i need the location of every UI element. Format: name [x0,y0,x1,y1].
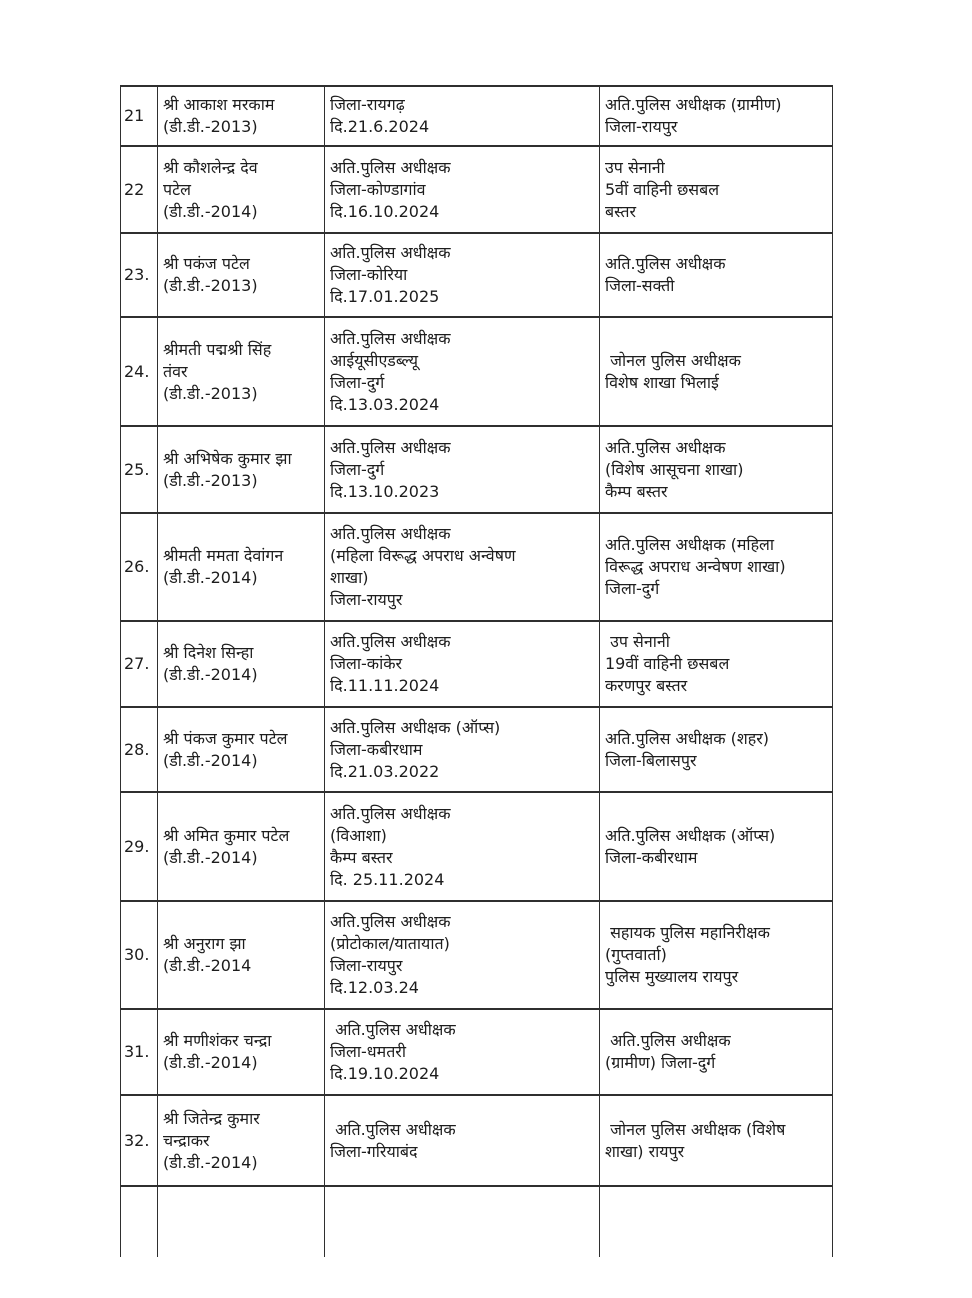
current-posting-line: दि.12.03.24 [330,978,419,997]
current-posting-line: जिला-धमतरी [330,1042,406,1061]
officer-name: श्री अमित कुमार पटेल [163,825,290,845]
batch-label: (डी.डी.-2014) [163,201,258,221]
new-posting-cell [599,87,833,145]
name-cell [157,622,324,706]
current-posting-cell [324,708,599,791]
name-cell [157,318,324,425]
new-posting-line: करणपुर बस्तर [605,676,688,695]
officer-name: श्री अनुराग झा [163,934,246,953]
serial-cell [120,793,157,900]
current-posting-line: जिला-दुर्ग [330,372,385,392]
name-cell [157,514,324,620]
new-posting-cell [599,1096,833,1185]
current-posting-line: अति.पुलिस अधीक्षक [330,437,451,457]
current-posting-cell [324,427,599,512]
new-posting-line: जिला-बिलासपुर [605,750,697,770]
table-row [120,318,833,427]
serial-cell [120,708,157,791]
table-row [120,87,833,147]
officer-name: श्री पकंज पटेल [163,254,250,273]
current-posting-line: जिला-दुर्ग [330,459,385,479]
table-row [120,622,833,708]
table-row [120,427,833,514]
batch-label: (डी.डी.-2014) [163,665,258,684]
new-posting-line: उप सेनानी [605,632,670,651]
new-posting-line: अति.पुलिस अधीक्षक (महिला [605,535,775,554]
current-posting-line: अति.पुलिस अधीक्षक (ऑप्स) [330,717,501,737]
current-posting-cell [324,1096,599,1185]
table-row [120,902,833,1010]
officer-name: श्री मणीशंकर चन्द्रा [163,1031,272,1050]
current-posting-line: जिला-कोण्डागांव [330,179,426,199]
new-posting-cell [599,1187,833,1257]
table-row [120,234,833,318]
officer-name: श्री जितेन्द्र कुमार [163,1108,260,1128]
new-posting-line: बस्तर [605,201,637,221]
current-posting-cell [324,622,599,706]
new-posting-cell [599,234,833,316]
current-posting-line: दि.13.10.2023 [330,481,440,501]
serial-number: 27. [124,654,150,673]
officer-name: पटेल [163,179,192,199]
serial-cell [120,1010,157,1094]
serial-cell [120,622,157,706]
table-row [120,793,833,902]
batch-label: (डी.डी.-2013) [163,470,258,490]
current-posting-line: दि.11.11.2024 [330,676,440,695]
serial-cell [120,318,157,425]
serial-number: 24. [124,361,150,381]
serial-number: 31. [124,1042,150,1061]
serial-number: 30. [124,945,150,964]
current-posting-line: आईयूसीएडब्ल्यू [330,350,419,370]
current-posting-cell [324,147,599,232]
table-row [120,1010,833,1096]
new-posting-line: जोनल पुलिस अधीक्षक (विशेष [605,1119,786,1139]
current-posting-line: जिला-गरियाबंद [330,1141,418,1161]
current-posting-line: अति.पुलिस अधीक्षक [330,632,451,651]
name-cell [157,87,324,145]
new-posting-line: सहायक पुलिस महानिरीक्षक [605,923,770,942]
batch-label: (डी.डी.-2014 [163,956,252,975]
current-posting-line: जिला-कबीरधाम [330,739,423,759]
officer-name: श्री दिनेश सिन्हा [163,643,254,662]
current-posting-line: कैम्प बस्तर [330,847,393,867]
serial-number: 29. [124,836,150,856]
new-posting-cell [599,622,833,706]
current-posting-cell [324,318,599,425]
serial-cell [120,1096,157,1185]
serial-cell [120,147,157,232]
new-posting-line: (विशेष आसूचना शाखा) [605,459,744,479]
officer-name: श्रीमती ममता देवांगन [163,546,284,565]
current-posting-line: दि.17.01.2025 [330,287,440,306]
current-posting-line: दि.21.03.2022 [330,761,440,781]
current-posting-cell [324,1010,599,1094]
new-posting-line: अति.पुलिस अधीक्षक (ऑप्स) [605,825,776,845]
current-posting-line: अति.पुलिस अधीक्षक [330,912,451,931]
current-posting-cell [324,793,599,900]
current-posting-line: दि.13.03.2024 [330,394,440,414]
batch-label: (डी.डी.-2014) [163,847,258,867]
new-posting-line: जोनल पुलिस अधीक्षक [605,350,741,370]
new-posting-line: जिला-सक्ती [605,276,675,295]
current-posting-line: अति.पुलिस अधीक्षक [330,1119,456,1139]
officer-name: श्री कौशलेन्द्र देव [163,157,258,177]
serial-cell [120,1187,157,1257]
current-posting-line: अति.पुलिस अधीक्षक [330,243,451,262]
current-posting-line: दि.21.6.2024 [330,117,430,136]
batch-label: (डी.डी.-2014) [163,568,258,587]
current-posting-line: (विआशा) [330,825,387,845]
batch-label: (डी.डी.-2014) [163,750,258,770]
officer-name: श्रीमती पद्मश्री सिंह [163,339,272,359]
new-posting-line: कैम्प बस्तर [605,481,668,501]
current-posting-cell [324,234,599,316]
new-posting-cell [599,708,833,791]
new-posting-cell [599,902,833,1008]
current-posting-line: जिला-कोरिया [330,265,408,284]
new-posting-line: जिला-कबीरधाम [605,847,698,867]
table-row [120,514,833,622]
name-cell [157,427,324,512]
new-posting-cell [599,793,833,900]
serial-cell [120,427,157,512]
batch-label: (डी.डी.-2014) [163,1053,258,1072]
current-posting-line: जिला-रायपुर [330,956,403,975]
batch-label: (डी.डी.-2013) [163,117,258,136]
current-posting-line: दि.16.10.2024 [330,201,440,221]
transfer-table [120,85,833,1257]
name-cell [157,1010,324,1094]
name-cell [157,234,324,316]
serial-number: 28. [124,739,150,759]
serial-number: 21 [124,106,145,125]
current-posting-line: (महिला विरूद्ध अपराध अन्वेषण [330,546,516,565]
empty-row [120,1187,833,1257]
serial-cell [120,87,157,145]
serial-cell [120,514,157,620]
name-cell [157,708,324,791]
table-row [120,1096,833,1187]
officer-name: चन्द्राकर [163,1130,210,1150]
new-posting-cell [599,318,833,425]
new-posting-line: 19वीं वाहिनी छसबल [605,654,730,673]
current-posting-line: अति.पुलिस अधीक्षक [330,1020,456,1039]
new-posting-line: 5वीं वाहिनी छसबल [605,179,720,199]
current-posting-cell [324,514,599,620]
current-posting-line: जिला-रायपुर [330,590,403,609]
new-posting-cell [599,427,833,512]
current-posting-line: अति.पुलिस अधीक्षक [330,803,451,823]
new-posting-cell [599,147,833,232]
new-posting-line: शाखा) रायपुर [605,1141,685,1161]
current-posting-line: जिला-रायगढ़ [330,95,405,114]
new-posting-line: उप सेनानी [605,157,665,177]
current-posting-cell [324,1187,599,1257]
current-posting-line: (प्रोटोकाल/यातायात) [330,934,450,953]
current-posting-line: अति.पुलिस अधीक्षक [330,157,451,177]
new-posting-line: पुलिस मुख्यालय रायपुर [605,967,739,986]
current-posting-line: अति.पुलिस अधीक्षक [330,328,451,348]
batch-label: (डी.डी.-2014) [163,1152,258,1172]
new-posting-line: अति.पुलिस अधीक्षक [605,254,726,273]
batch-label: (डी.डी.-2013) [163,383,258,403]
table-row [120,147,833,234]
batch-label: (डी.डी.-2013) [163,276,258,295]
new-posting-line: जिला-रायपुर [605,117,678,136]
new-posting-line: विरूद्ध अपराध अन्वेषण शाखा) [605,557,786,576]
serial-number: 26. [124,557,150,576]
current-posting-cell [324,87,599,145]
current-posting-line: जिला-कांकेर [330,654,403,673]
current-posting-line: दि.19.10.2024 [330,1064,440,1083]
serial-number: 23. [124,265,150,284]
officer-name: श्री आकाश मरकाम [163,95,275,114]
new-posting-line: जिला-दुर्ग [605,579,660,598]
new-posting-line: अति.पुलिस अधीक्षक [605,437,726,457]
new-posting-line: अति.पुलिस अधीक्षक (शहर) [605,728,770,748]
new-posting-line: अति.पुलिस अधीक्षक (ग्रामीण) [605,95,782,114]
serial-number: 22 [124,179,145,199]
new-posting-line: (गुप्तवार्ता) [605,945,667,964]
table-row [120,708,833,793]
officer-name: तंवर [163,361,188,381]
serial-number: 32. [124,1130,150,1150]
new-posting-line: (ग्रामीण) जिला-दुर्ग [605,1053,716,1072]
serial-cell [120,234,157,316]
current-posting-cell [324,902,599,1008]
current-posting-line: शाखा) [330,568,369,587]
current-posting-line: दि. 25.11.2024 [330,869,445,889]
serial-number: 25. [124,459,150,479]
new-posting-line: विशेष शाखा भिलाई [605,372,719,392]
name-cell [157,147,324,232]
name-cell [157,1096,324,1185]
serial-cell [120,902,157,1008]
officer-name: श्री पंकज कुमार पटेल [163,728,288,748]
new-posting-line: अति.पुलिस अधीक्षक [605,1031,731,1050]
current-posting-line: अति.पुलिस अधीक्षक [330,524,451,543]
name-cell [157,793,324,900]
new-posting-cell [599,514,833,620]
name-cell [157,1187,324,1257]
name-cell [157,902,324,1008]
officer-name: श्री अभिषेक कुमार झा [163,448,292,468]
new-posting-cell [599,1010,833,1094]
